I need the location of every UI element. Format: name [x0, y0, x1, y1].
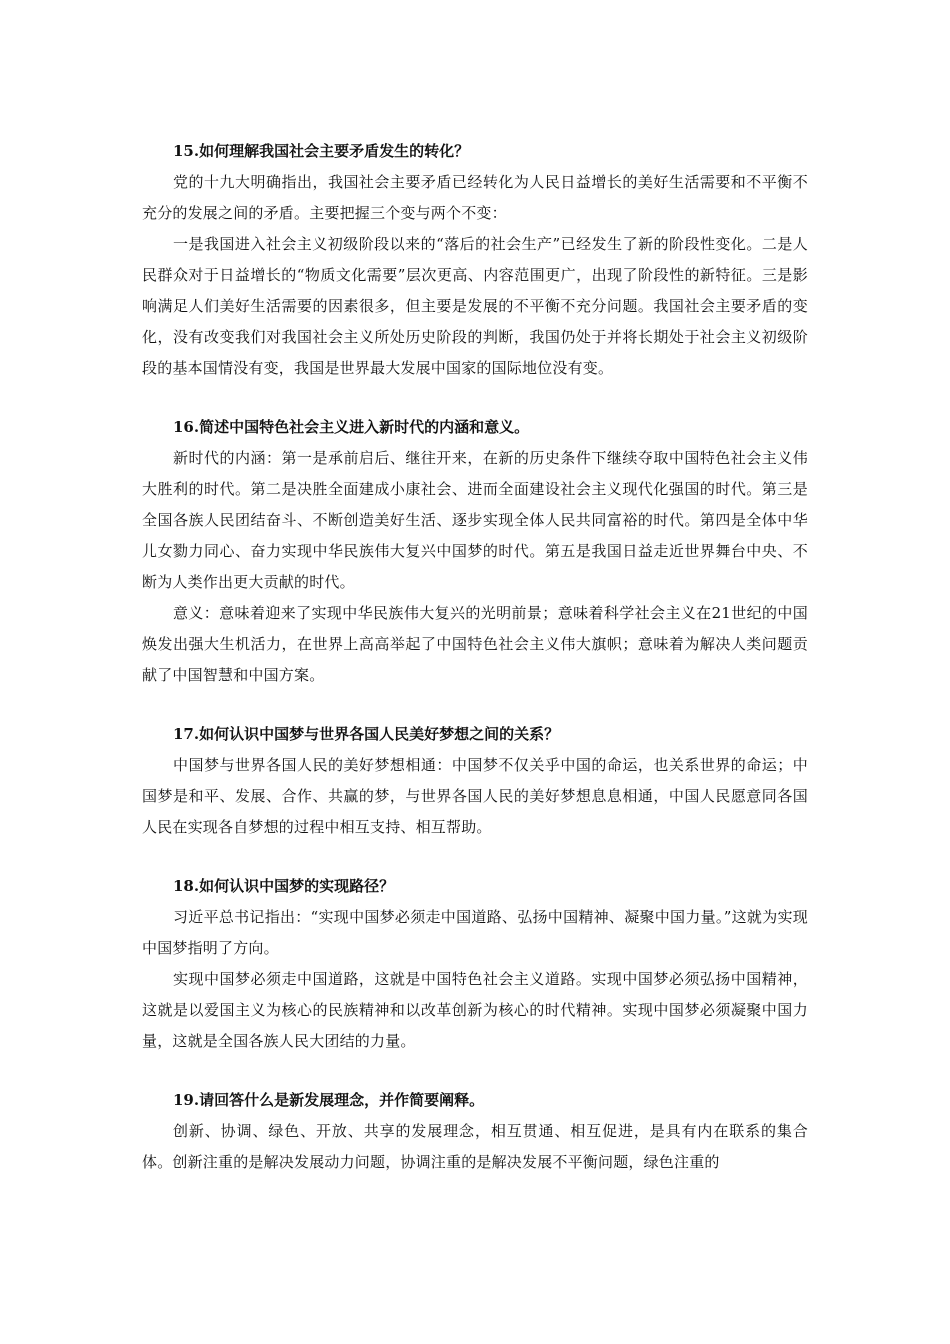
- answer-paragraph: 习近平总书记指出：“实现中国梦必须走中国道路、弘扬中国精神、凝聚中国力量。”这就为实现中国梦指明了方向。: [142, 908, 808, 957]
- question-heading: 16.简述中国特色社会主义进入新时代的内涵和意义。: [173, 418, 530, 436]
- question-heading: 19.请回答什么是新发展理念，并作简要阐释。: [173, 1091, 485, 1109]
- answer-paragraph: 创新、协调、绿色、开放、共享的发展理念，相互贯通、相互促进，是具有内在联系的集合体。创新注重的是解决发展动力问题，协调注重的是解决发展不平衡问题，绿色注重的: [142, 1122, 808, 1171]
- answer-paragraph: 意义：意味着迎来了实现中华民族伟大复兴的光明前景；意味着科学社会主义在21世纪的中国焕发出强大生机活力，在世界上高高举起了中国特色社会主义伟大旗帜；意味着为解决人类问题贡献了中国智慧和中国方案。: [142, 604, 808, 684]
- document-body: [142, 136, 808, 1206]
- question-heading: 18.如何认识中国梦的实现路径？: [173, 877, 395, 895]
- answer-paragraph: 新时代的内涵：第一是承前启后、继往开来，在新的历史条件下继续夺取中国特色社会主义伟大胜利的时代。第二是决胜全面建成小康社会、进而全面建设社会主义现代化强国的时代。第三是全国各族人民团结奋斗、不断创造美好生活、逐步实现全体人民共同富裕的时代。第四是全体中华儿女勠力同心、奋力实现中华民族伟大复兴中国梦的时代。第五是我国日益走近世界舞台中央、不断为人类作出更大贡献的时代。: [142, 449, 808, 591]
- answer-paragraph: 党的十九大明确指出，我国社会主要矛盾已经转化为人民日益增长的美好生活需要和不平衡不充分的发展之间的矛盾。主要把握三个变与两个不变：: [142, 173, 808, 222]
- question-heading: 15.如何理解我国社会主要矛盾发生的转化？: [173, 142, 470, 160]
- answer-paragraph: 中国梦与世界各国人民的美好梦想相通：中国梦不仅关乎中国的命运，也关系世界的命运；中国梦是和平、发展、合作、共赢的梦，与世界各国人民的美好梦想息息相通，中国人民愿意同各国人民在实现各自梦想的过程中相互支持、相互帮助。: [142, 756, 808, 836]
- question-heading: 17.如何认识中国梦与世界各国人民美好梦想之间的关系？: [173, 725, 560, 743]
- section-18: [142, 871, 808, 1057]
- section-19: [142, 1085, 808, 1178]
- section-16: [142, 412, 808, 691]
- section-15: [142, 136, 808, 384]
- section-17: [142, 719, 808, 843]
- answer-paragraph: 一是我国进入社会主义初级阶段以来的“落后的社会生产”已经发生了新的阶段性变化。二是人民群众对于日益增长的“物质文化需要”层次更高、内容范围更广，出现了阶段性的新特征。三是影响满足人们美好生活需要的因素很多，但主要是发展的不平衡不充分问题。我国社会主要矛盾的变化，没有改变我们对我国社会主义所处历史阶段的判断，我国仍处于并将长期处于社会主义初级阶段的基本国情没有变，我国是世界最大发展中国家的国际地位没有变。: [142, 235, 808, 377]
- answer-paragraph: 实现中国梦必须走中国道路，这就是中国特色社会主义道路。实现中国梦必须弘扬中国精神，这就是以爱国主义为核心的民族精神和以改革创新为核心的时代精神。实现中国梦必须凝聚中国力量，这就是全国各族人民大团结的力量。: [142, 970, 808, 1050]
